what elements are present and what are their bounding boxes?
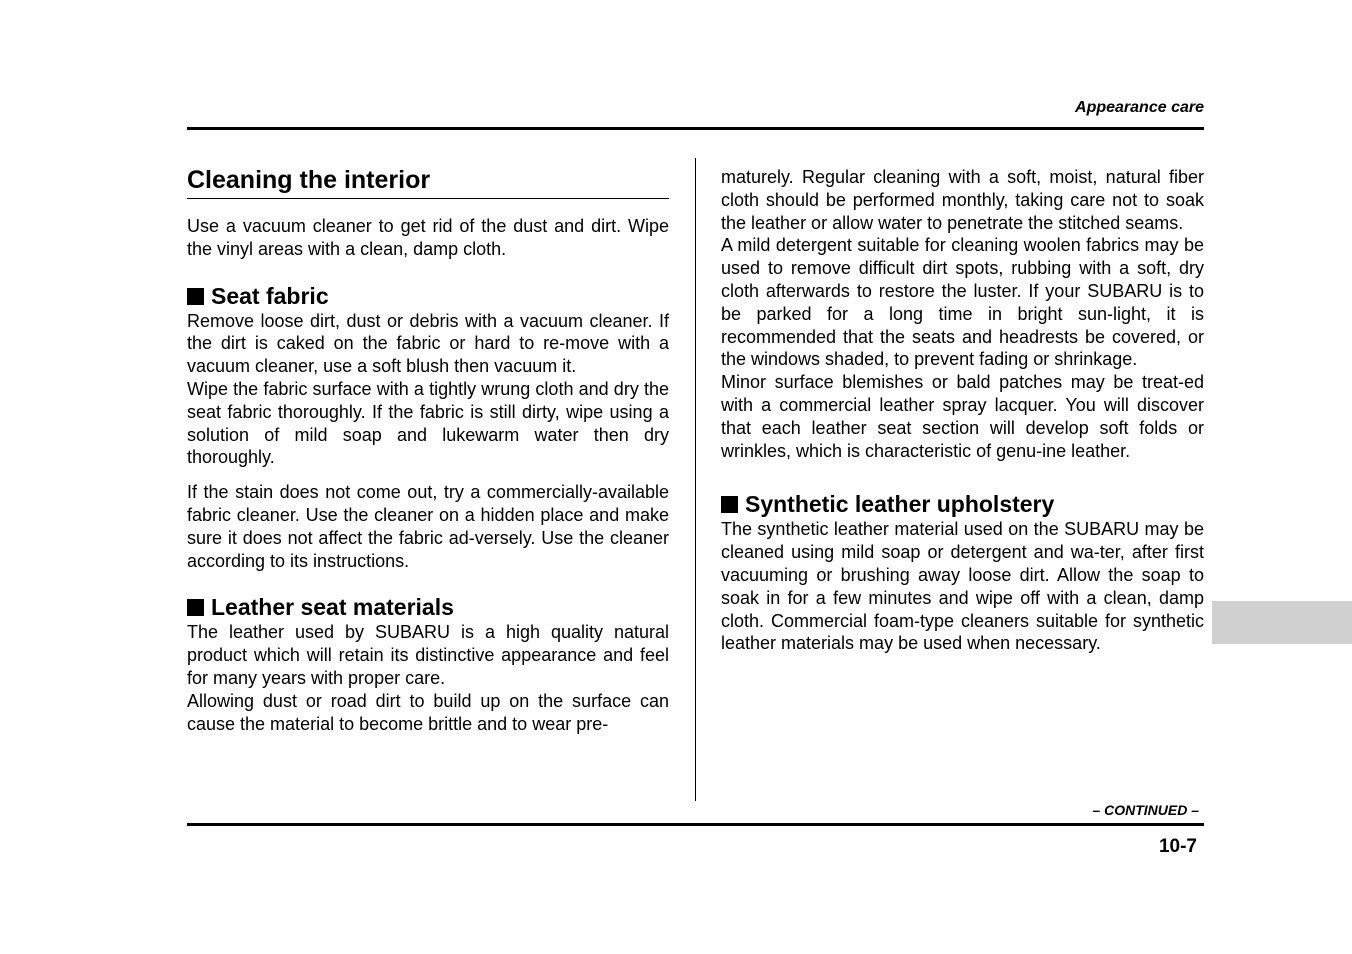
seat-fabric-heading bbox=[187, 282, 669, 310]
synthetic-leather-paragraph: The synthetic leather material used on the SUBARU may be cleaned using mild soap or detergent and wa-ter, after first vacuuming or brushing away loose dirt. Allow the soap to soak in for a few minutes and wipe off with a clean, damp cloth. Commercial foam-type cleaners suitable for synthetic leather materials may be used when necessary. bbox=[721, 519, 1204, 654]
page-number: 10-7 bbox=[1158, 836, 1197, 857]
synthetic-leather-heading-text: Synthetic leather upholstery bbox=[745, 491, 1055, 518]
leather-heading-text: Leather seat materials bbox=[211, 594, 454, 621]
intro-paragraph: Use a vacuum cleaner to get rid of the dust and dirt. Wipe the vinyl areas with a clean, damp cloth. bbox=[187, 216, 669, 259]
footer-rule bbox=[187, 823, 1204, 826]
chapter-title: Appearance care bbox=[1075, 99, 1204, 116]
square-bullet-icon bbox=[721, 496, 738, 513]
column-divider bbox=[695, 158, 696, 801]
section-title: Cleaning the interior bbox=[187, 164, 669, 199]
header-rule bbox=[187, 127, 1204, 130]
leather-heading bbox=[187, 593, 669, 621]
leather-continued-paragraph-1: maturely. Regular cleaning with a soft, moist, natural fiber cloth should be performed monthly, taking care not to soak the leather or allow water to penetrate the stitched seams. bbox=[721, 167, 1204, 233]
square-bullet-icon bbox=[187, 288, 204, 305]
chapter-side-tab bbox=[1212, 601, 1352, 644]
leather-continued-paragraph-2: A mild detergent suitable for cleaning woolen fabrics may be used to remove difficult dirt spots, rubbing with a soft, dry cloth afterwards to restore the luster. If your SUBARU is to be parked for a long time in bright sun-light, it is recommended that the seats and headrests be covered, or the windows shaded, to prevent fading or shrinkage. bbox=[721, 235, 1204, 370]
leather-paragraph-1: The leather used by SUBARU is a high quality natural product which will retain its distinctive appearance and feel for many years with proper care. bbox=[187, 622, 669, 688]
continued-label: – CONTINUED – bbox=[1092, 802, 1199, 818]
seat-fabric-paragraph-2: Wipe the fabric surface with a tightly wrung cloth and dry the seat fabric thoroughly. If the fabric is still dirty, wipe using a solution of mild soap and lukewarm water then dry thoroughly. bbox=[187, 378, 669, 468]
seat-fabric-paragraph-3: If the stain does not come out, try a commercially-available fabric cleaner. Use the cleaner on a hidden place and make sure it does not affect the fabric ad-versely. Use the cleaner according to its instructions. bbox=[187, 482, 669, 571]
synthetic-leather-heading bbox=[721, 490, 1204, 518]
leather-paragraph-2: Allowing dust or road dirt to build up on the surface can cause the material to become brittle and to wear pre- bbox=[187, 690, 669, 734]
leather-continued-paragraph-3: Minor surface blemishes or bald patches may be treat-ed with a commercial leather spray lacquer. You will discover that each leather seat section will develop soft folds or wrinkles, which is characteristic of genu-ine leather. bbox=[721, 372, 1204, 461]
right-column bbox=[721, 166, 1204, 655]
seat-fabric-paragraph-1: Remove loose dirt, dust or debris with a vacuum cleaner. If the dirt is caked on the fabric or hard to re-move with a vacuum cleaner, use a soft blush then vacuum it. bbox=[187, 310, 669, 377]
square-bullet-icon bbox=[187, 599, 204, 616]
left-column bbox=[187, 164, 669, 735]
seat-fabric-heading-text: Seat fabric bbox=[211, 282, 329, 309]
